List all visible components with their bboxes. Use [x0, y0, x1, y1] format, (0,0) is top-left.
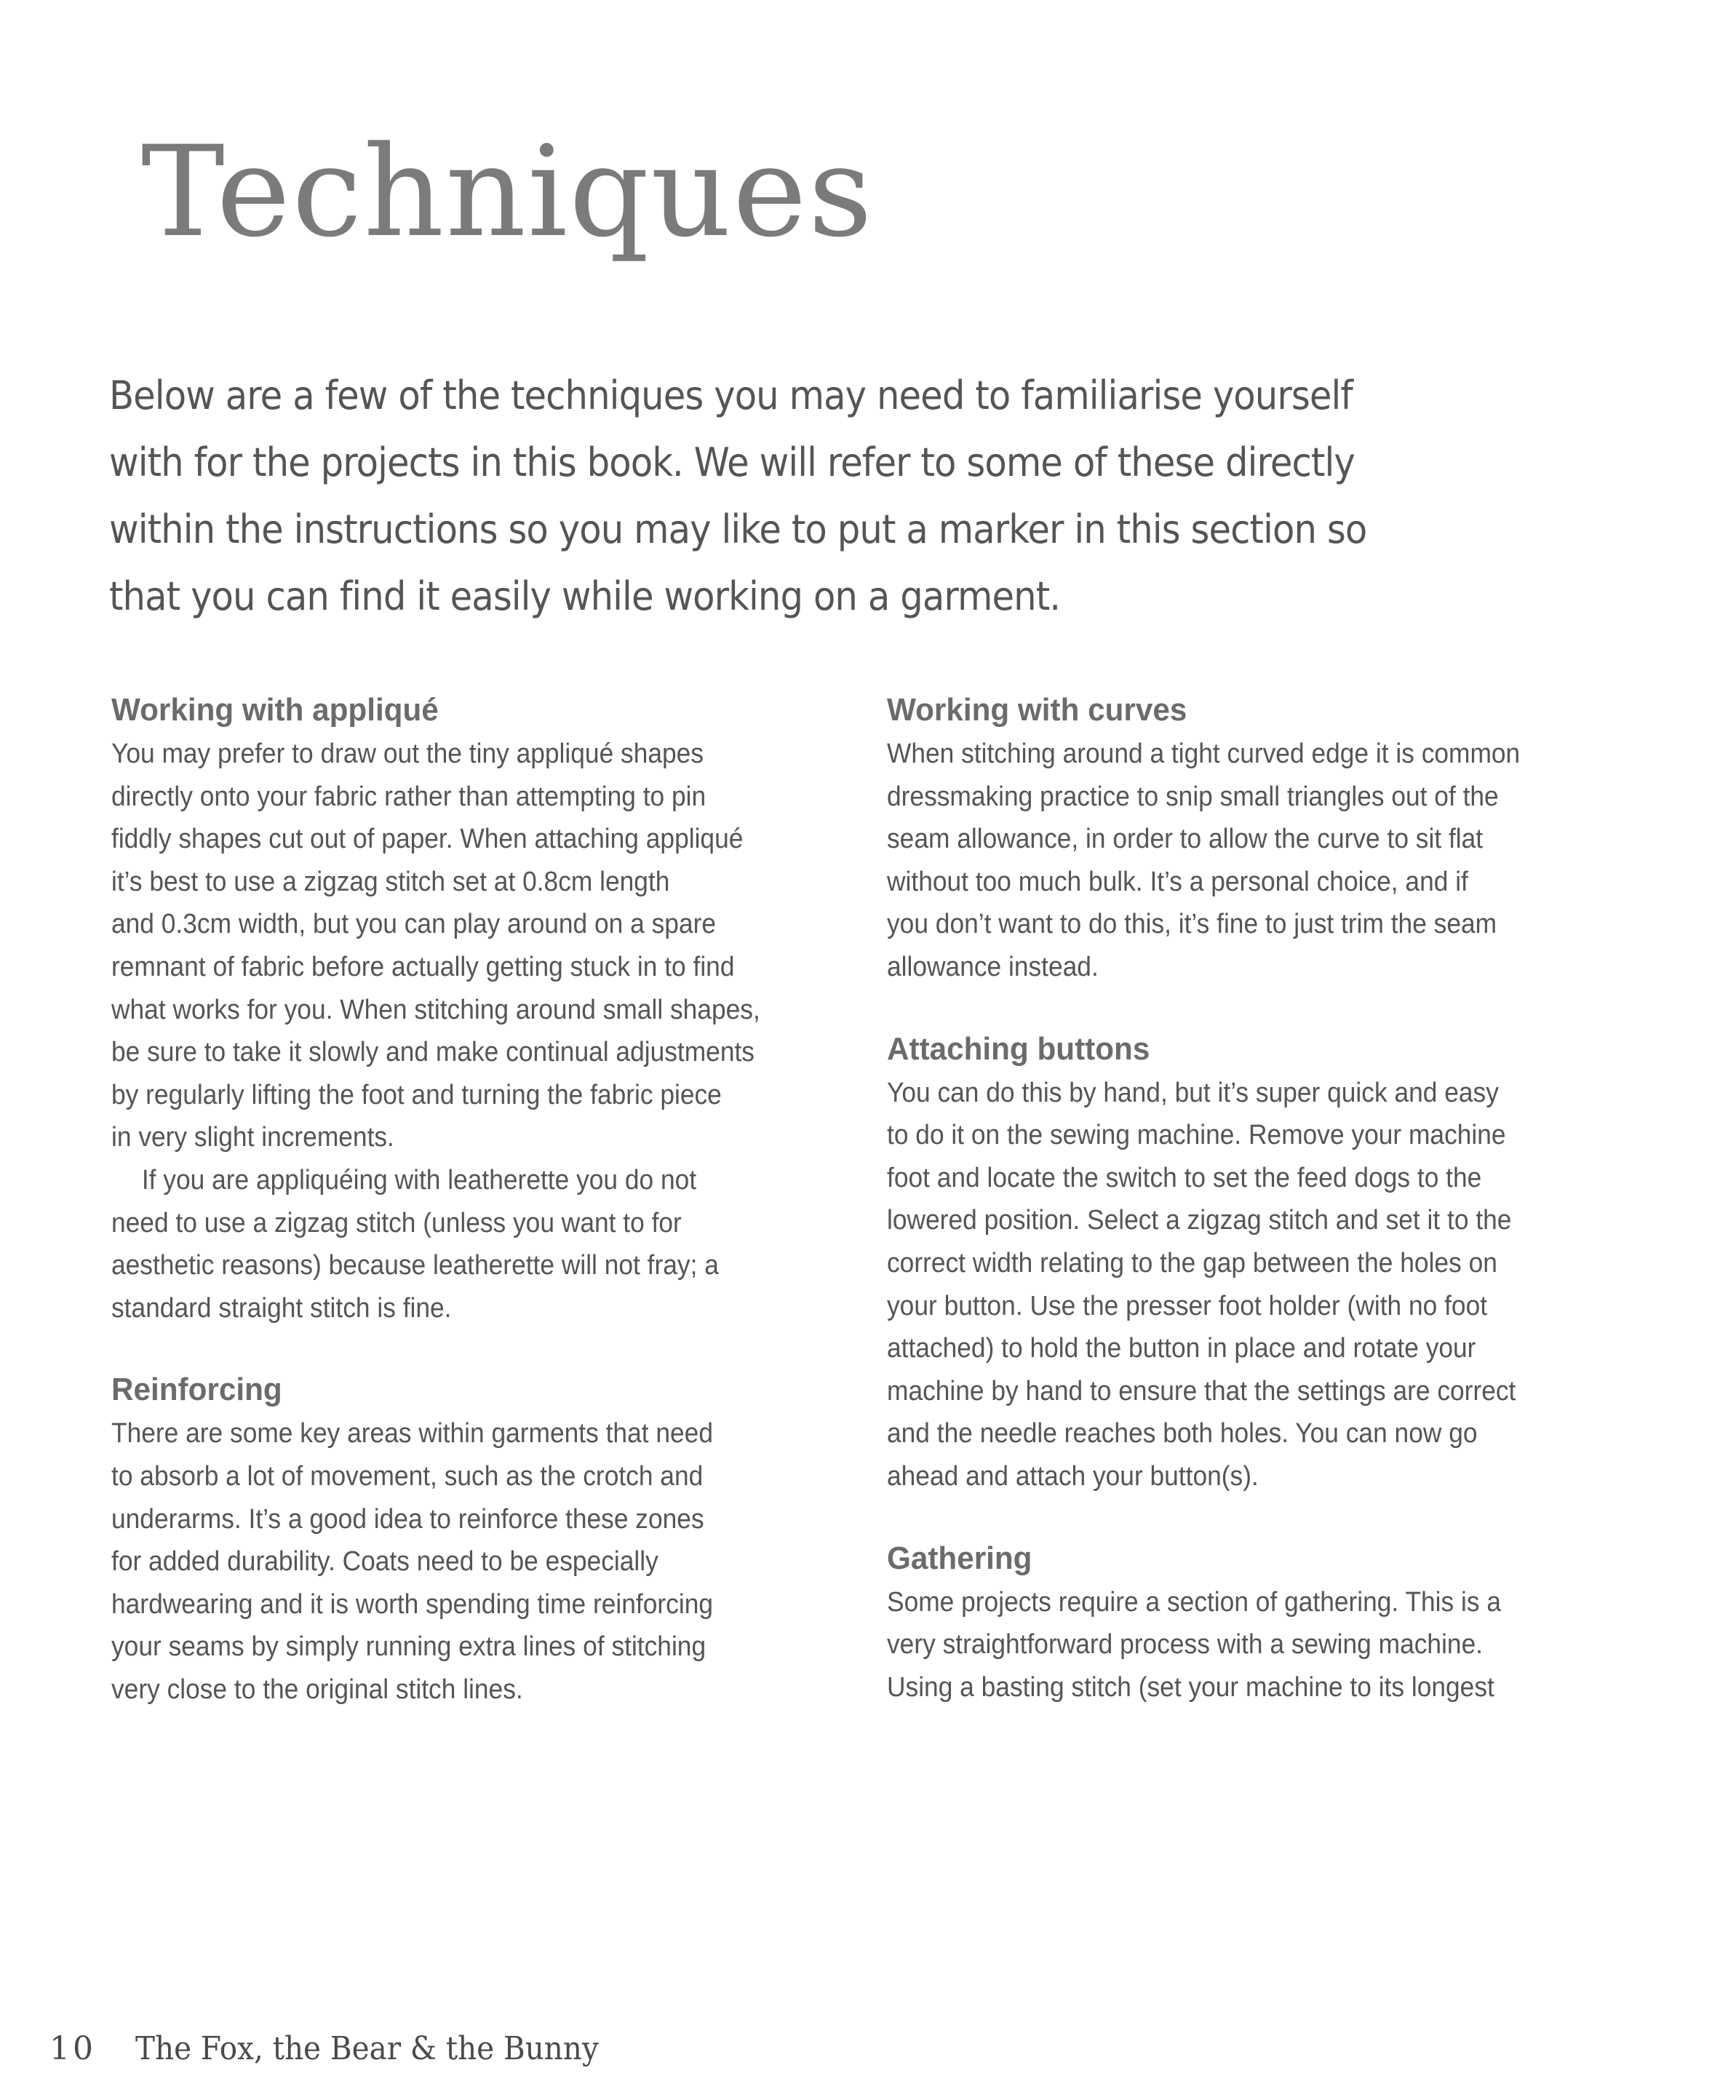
body-line: it’s best to use a zigzag stitch set at 0.8cm length — [111, 866, 670, 897]
body-line: ahead and attach your button(s). — [887, 1460, 1259, 1492]
body-line: dressmaking practice to snip small triangles out of the — [887, 781, 1499, 812]
body-line: and the needle reaches both holes. You can now go — [887, 1418, 1478, 1449]
section-attaching-buttons — [887, 1027, 1658, 1498]
body-line: underarms. It’s a good idea to reinforce these zones — [111, 1503, 704, 1535]
section-reinforcing — [111, 1367, 883, 1711]
section-heading: Gathering — [887, 1540, 1032, 1576]
body-line: what works for you. When stitching around small shapes, — [111, 994, 760, 1025]
page-number: 10 — [49, 2030, 96, 2067]
body-line: There are some key areas within garments that need — [111, 1418, 713, 1449]
body-line: machine by hand to ensure that the settings are correct — [887, 1375, 1516, 1407]
body-line: You may prefer to draw out the tiny appliqué shapes — [111, 739, 704, 769]
intro-line: Below are a few of the techniques you may need to familiarise yourself — [109, 373, 1353, 418]
section-heading: Working with curves — [887, 692, 1187, 728]
book-title: The Fox, the Bear & the Bunny — [135, 2030, 599, 2067]
body-line: foot and locate the switch to set the feed dogs to the — [887, 1162, 1482, 1193]
page-title: Techniques — [141, 119, 874, 265]
body-line: and 0.3cm width, but you can play around on a spare — [111, 909, 717, 940]
body-line: standard straight stitch is fine. — [111, 1292, 452, 1324]
body-line: to do it on the sewing machine. Remove your machine — [887, 1120, 1506, 1151]
section-gathering — [887, 1536, 1658, 1709]
body-line: your seams by simply running extra lines of stitching — [111, 1631, 706, 1663]
section-heading: Reinforcing — [111, 1372, 282, 1408]
intro-paragraph — [109, 362, 1528, 630]
body-line: Some projects require a section of gathering. This is a — [887, 1586, 1502, 1618]
body-line: seam allowance, in order to allow the curve to sit flat — [887, 824, 1484, 855]
body-line: lowered position. Select a zigzag stitch and set it to the — [887, 1205, 1512, 1236]
body-line: hardwearing and it is worth spending time reinforcing — [111, 1588, 714, 1620]
body-line: fiddly shapes cut out of paper. When attaching appliqué — [111, 824, 744, 855]
body-line: When stitching around a tight curved edge it is common — [887, 739, 1521, 769]
section-working-with-applique — [111, 688, 883, 1329]
body-line: very close to the original stitch lines. — [111, 1674, 523, 1705]
body-line: attached) to hold the button in place and rotate your — [887, 1333, 1476, 1364]
body-line: correct width relating to the gap between the holes on — [887, 1247, 1497, 1278]
body-line: need to use a zigzag stitch (unless you want to for — [111, 1207, 682, 1238]
body-line: aesthetic reasons) because leatherette will not fray; a — [111, 1250, 719, 1281]
section-body — [111, 1412, 883, 1711]
body-line-indented: If you are appliquéing with leatherette you do not — [141, 1164, 697, 1196]
section-body — [887, 1072, 1658, 1498]
body-line: be sure to take it slowly and make continual adjustments — [111, 1037, 754, 1068]
body-line: without too much bulk. It’s a personal choice, and if — [887, 866, 1468, 897]
intro-line: that you can find it easily while working on a garment. — [109, 573, 1061, 619]
body-line: for added durability. Coats need to be especially — [111, 1546, 658, 1578]
body-line: in very slight increments. — [111, 1122, 394, 1153]
body-line: allowance instead. — [887, 951, 1099, 982]
body-line: very straightforward process with a sewing machine. — [887, 1629, 1484, 1660]
body-line: you don’t want to do this, it’s fine to just trim the seam — [887, 909, 1497, 940]
left-column — [111, 688, 883, 1749]
body-line: remnant of fabric before actually getting stuck in to find — [111, 951, 735, 982]
section-body — [887, 733, 1658, 989]
page-footer — [49, 2030, 639, 2067]
body-line: your button. Use the presser foot holder (with no foot — [887, 1290, 1488, 1321]
body-line: by regularly lifting the foot and turning the fabric piece — [111, 1079, 722, 1110]
body-line: to absorb a lot of movement, such as the crotch and — [111, 1460, 704, 1492]
body-line: directly onto your fabric rather than attempting to pin — [111, 781, 706, 812]
intro-line: with for the projects in this book. We will refer to some of these directly — [109, 440, 1355, 485]
section-body — [111, 733, 883, 1329]
section-working-with-curves — [887, 688, 1658, 989]
body-line: You can do this by hand, but it’s super quick and easy — [887, 1077, 1499, 1108]
body-line: Using a basting stitch (set your machine to its longest — [887, 1671, 1494, 1703]
right-column — [887, 688, 1658, 1746]
section-body — [887, 1581, 1658, 1709]
intro-line: within the instructions so you may like to put a marker in this section so — [109, 506, 1367, 552]
section-heading: Attaching buttons — [887, 1030, 1150, 1067]
section-heading: Working with appliqué — [111, 692, 439, 728]
